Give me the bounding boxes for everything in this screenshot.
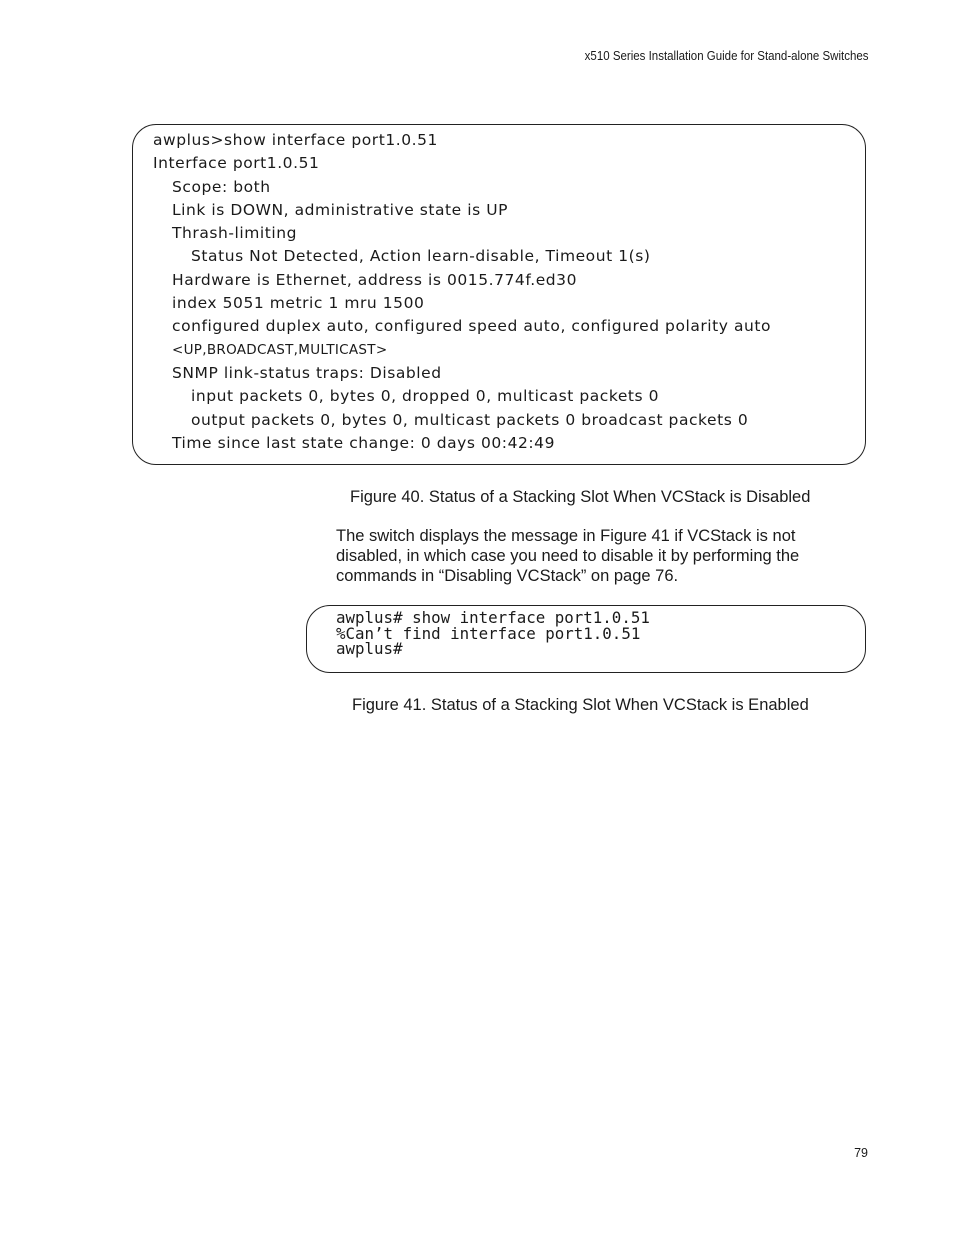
code-line: Time since last state change: 0 days 00:42:49 xyxy=(172,433,555,452)
code-line: awplus# xyxy=(336,639,403,658)
code-line: output packets 0, bytes 0, multicast packets 0 broadcast packets 0 xyxy=(191,410,749,429)
code-line: configured duplex auto, configured speed auto, configured polarity auto xyxy=(172,317,772,336)
code-line: awplus# show interface port1.0.51 xyxy=(336,608,650,627)
figure-40-caption: Figure 40. Status of a Stacking Slot When VCStack is Disabled xyxy=(350,488,811,506)
code-line: awplus>show interface port1.0.51 xyxy=(153,131,438,149)
figure-41-code-box xyxy=(306,605,866,673)
code-line: Hardware is Ethernet, address is 0015.774f.ed30 xyxy=(172,270,577,289)
page-number: 79 xyxy=(854,1146,868,1160)
code-line: input packets 0, bytes 0, dropped 0, multicast packets 0 xyxy=(191,387,660,406)
body-paragraph: The switch displays the message in Figure 41 if VCStack is not disabled, in which case you need to disable it by performing the commands in “Disabling VCStack” on page 76. xyxy=(336,527,800,585)
figure-41-caption: Figure 41. Status of a Stacking Slot When VCStack is Enabled xyxy=(352,696,809,714)
figure-40-code-box xyxy=(132,124,866,465)
code-line: Status Not Detected, Action learn-disable, Timeout 1(s) xyxy=(191,247,651,266)
code-line: Link is DOWN, administrative state is UP xyxy=(172,200,508,219)
code-line: Interface port1.0.51 xyxy=(153,154,320,173)
code-line: <UP,BROADCAST,MULTICAST> xyxy=(172,341,388,358)
code-line: %Can’t find interface port1.0.51 xyxy=(336,623,641,643)
running-header: x510 Series Installation Guide for Stand-alone Switches xyxy=(585,49,869,63)
code-line: Scope: both xyxy=(172,177,271,196)
code-line: SNMP link-status traps: Disabled xyxy=(172,363,442,382)
code-line: index 5051 metric 1 mru 1500 xyxy=(172,294,425,313)
code-line: Thrash-limiting xyxy=(172,224,297,243)
